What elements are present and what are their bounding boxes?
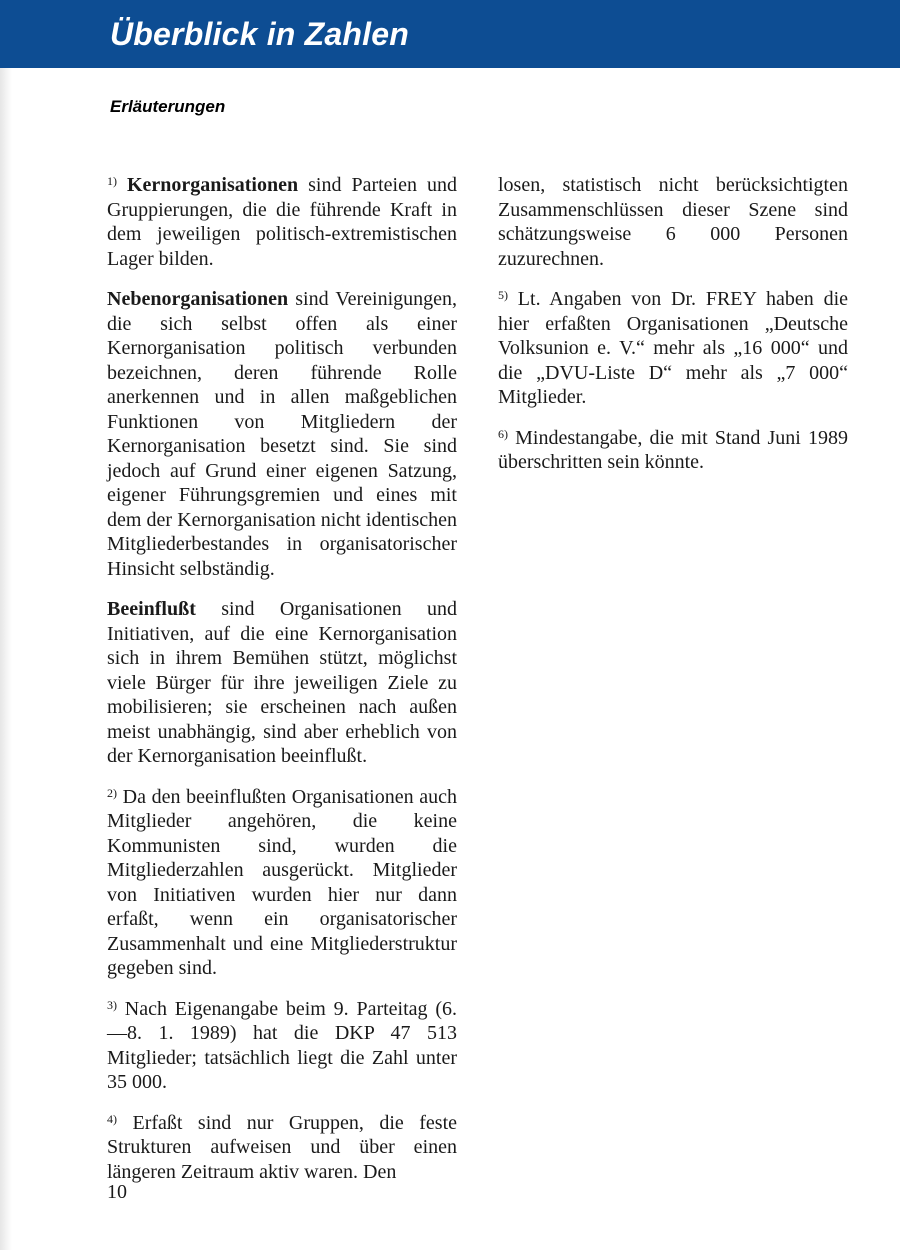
paragraph-text: Erfaßt sind nur Gruppen, die feste Strukturen aufweisen und über einen längeren Zeitraum aktiv waren. Den xyxy=(107,1111,457,1183)
footnote-marker: 6) xyxy=(498,426,508,441)
definition-paragraph xyxy=(107,597,457,769)
page-number: 10 xyxy=(107,1181,127,1203)
right-text-column xyxy=(498,173,848,491)
continued-paragraph xyxy=(498,173,848,271)
page-title: Überblick in Zahlen xyxy=(110,16,409,52)
footnote-marker: 4) xyxy=(107,1111,117,1126)
footnote-6-paragraph xyxy=(498,426,848,475)
footnote-4-paragraph xyxy=(107,1111,457,1185)
paragraph-text: losen, statistisch nicht berücksichtigten Zusammenschlüssen dieser Szene sind schätzungsweise 6 000 Personen zuzurechnen. xyxy=(498,174,848,270)
footnote-2-paragraph xyxy=(107,785,457,981)
footnote-marker: 2) xyxy=(107,785,117,800)
section-heading: Erläuterungen xyxy=(110,97,226,116)
defined-term: Kernorganisationen xyxy=(127,174,299,196)
paragraph-text: Lt. Angaben von Dr. FREY haben die hier erfaßten Organisationen „Deutsche Volksunion e. V.“ mehr als „16 000“ und die „DVU-Liste D“ mehr als „7 000“ Mitglieder. xyxy=(498,288,848,408)
defined-term: Beeinflußt xyxy=(107,598,196,620)
footnote-5-paragraph xyxy=(498,287,848,410)
footnote-marker: 1) xyxy=(107,174,117,188)
paragraph-text: sind Vereinigungen, die sich selbst offen als einer Kernorganisation politisch verbunden bezeichnen, deren führende Rolle anerkennen und in allen maßgeblichen Funktionen von Mitgliedern der Kernorganisation besetzt sind. Sie sind jedoch auf Grund einer eigenen Satzung, eigener Führungsgremien und eines mit dem der Kernorganisation nicht identischen Mitgliederbestandes in organisatorischer Hinsicht selbständig. xyxy=(107,288,457,580)
page-edge-shadow xyxy=(0,0,12,1250)
paragraph-text: sind Organisationen und Initiativen, auf die eine Kernorganisation sich in ihrem Bemühen stützt, möglichst viele Bürger für ihre jeweiligen Ziele zu mobilisieren; sie erscheinen nach außen meist unabhängig, sind aber erheblich von der Kernorganisation beeinflußt. xyxy=(107,598,457,767)
footnote-marker: 5) xyxy=(498,288,508,302)
definition-paragraph xyxy=(107,287,457,581)
footnote-marker: 3) xyxy=(107,997,117,1012)
footnote-1-paragraph xyxy=(107,173,457,271)
left-text-column xyxy=(107,173,457,1200)
header-band xyxy=(0,0,900,68)
paragraph-text: Nach Eigenangabe beim 9. Parteitag (6.—8. 1. 1989) hat die DKP 47 513 Mitglieder; tatsächlich liegt die Zahl unter 35 000. xyxy=(107,997,457,1093)
footnote-3-paragraph xyxy=(107,997,457,1095)
paragraph-text: Mindestangabe, die mit Stand Juni 1989 überschritten sein könnte. xyxy=(498,426,848,473)
paragraph-text: Da den beeinflußten Organisationen auch Mitglieder angehören, die keine Kommunisten sind, wurden die Mitgliederzahlen ausgerückt. Mitglieder von Initiativen wurden hier nur dann erfaßt, wenn ein organisatorischer Zusammenhalt und eine Mitgliederstruktur gegeben sind. xyxy=(107,785,457,979)
paragraph-text: sind Parteien und Gruppierungen, die die führende Kraft in dem jeweiligen politisch-extremistischen Lager bilden. xyxy=(107,174,457,270)
defined-term: Nebenorganisationen xyxy=(107,288,289,310)
